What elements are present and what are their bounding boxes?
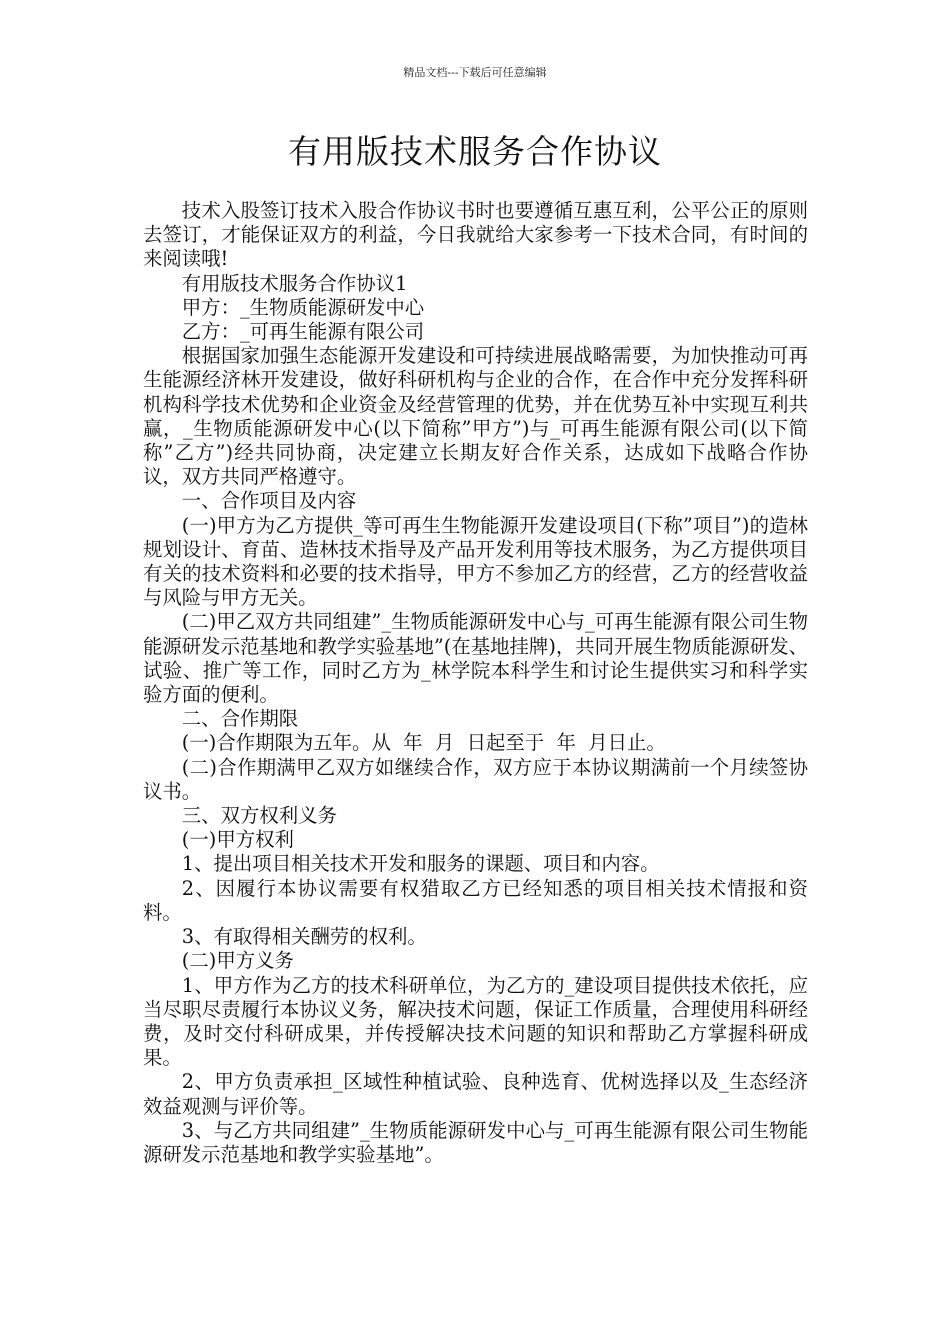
- subsection-heading-3-2: (二)甲方义务: [181, 949, 294, 973]
- section-heading-3: 三、双方权利义务: [181, 804, 337, 828]
- paragraph-preamble: 根据国家加强生态能源开发建设和可持续进展战略需要，为加快推动可再生能源经济林开发建设，做好科研机构与企业的合作，在合作中充分发挥科研机构科学技术优势和企业资金及经营管理的优势，并在优势互补中实现互利共赢，_生物质能源研发中心(以下简称”甲方”)与_可再生能源有限公司(以下简称”乙方”)经共同协商，决定建立长期友好合作关系，达成如下战略合作协议，双方共同严格遵守。: [143, 344, 808, 489]
- document-body: [143, 199, 808, 1167]
- paragraph-duty-2: 2、甲方负责承担_区域性种植试验、良种选育、优树选择以及_生态经济效益观测与评价等。: [143, 1070, 808, 1118]
- paragraph-item-1-2: (二)甲乙双方共同组建”_生物质能源研发中心与_可再生能源有限公司生物能源研发示范基地和教学实验基地”(在基地挂牌)，共同开展生物质能源研发、试验、推广等工作，同时乙方为_林学院本科学生和讨论生提供实习和科学实验方面的便利。: [143, 610, 808, 707]
- section-heading-2: 二、合作期限: [181, 707, 299, 731]
- paragraph-right-2: 2、因履行本协议需要有权猎取乙方已经知悉的项目相关技术情报和资料。: [143, 876, 808, 924]
- paragraph-duty-1: 1、甲方作为乙方的技术科研单位，为乙方的_建设项目提供技术依托，应当尽职尽责履行本协议义务，解决技术问题，保证工作质量，合理使用科研经费，及时交付科研成果，并传授解决技术问题的知识和帮助乙方掌握科研成果。: [143, 973, 808, 1070]
- paragraph-party-a: 甲方：_生物质能源研发中心: [181, 295, 425, 319]
- section-heading-1: 一、合作项目及内容: [181, 489, 357, 513]
- paragraph-right-3: 3、有取得相关酬劳的权利。: [181, 925, 427, 949]
- paragraph-party-b: 乙方：_可再生能源有限公司: [181, 320, 425, 344]
- paragraph-item-1-1: (一)甲方为乙方提供_等可再生生物能源开发建设项目(下称”项目”)的造林规划设计、育苗、造林技术指导及产品开发利用等技术服务，为乙方提供项目有关的技术资料和必要的技术指导，甲方不参加乙方的经营，乙方的经营收益与风险与甲方无关。: [143, 513, 808, 610]
- paragraph-item-2-2: (二)合作期满甲乙双方如继续合作，双方应于本协议期满前一个月续签协议书。: [143, 755, 808, 803]
- paragraph-item-2-1: (一)合作期限为五年。从 年 月 日起至于 年 月日止。: [181, 731, 666, 755]
- paragraph-duty-3: 3、与乙方共同组建”_生物质能源研发中心与_可再生能源有限公司生物能源研发示范基地和教学实验基地”。: [143, 1118, 808, 1166]
- subsection-heading-3-1: (一)甲方权利: [181, 828, 294, 852]
- document-title: 有用版技术服务合作协议: [288, 132, 662, 171]
- paragraph-right-1: 1、提出项目相关技术开发和服务的课题、项目和内容。: [181, 852, 660, 876]
- paragraph-agreement-heading: 有用版技术服务合作协议1: [181, 271, 408, 295]
- page-header-note: 精品文档---下载后可任意编辑: [403, 66, 547, 79]
- paragraph-intro: 技术入股签订技术入股合作协议书时也要遵循互惠互利，公平公正的原则去签订，才能保证双方的利益，今日我就给大家参考一下技术合同，有时间的来阅读哦!: [143, 199, 808, 271]
